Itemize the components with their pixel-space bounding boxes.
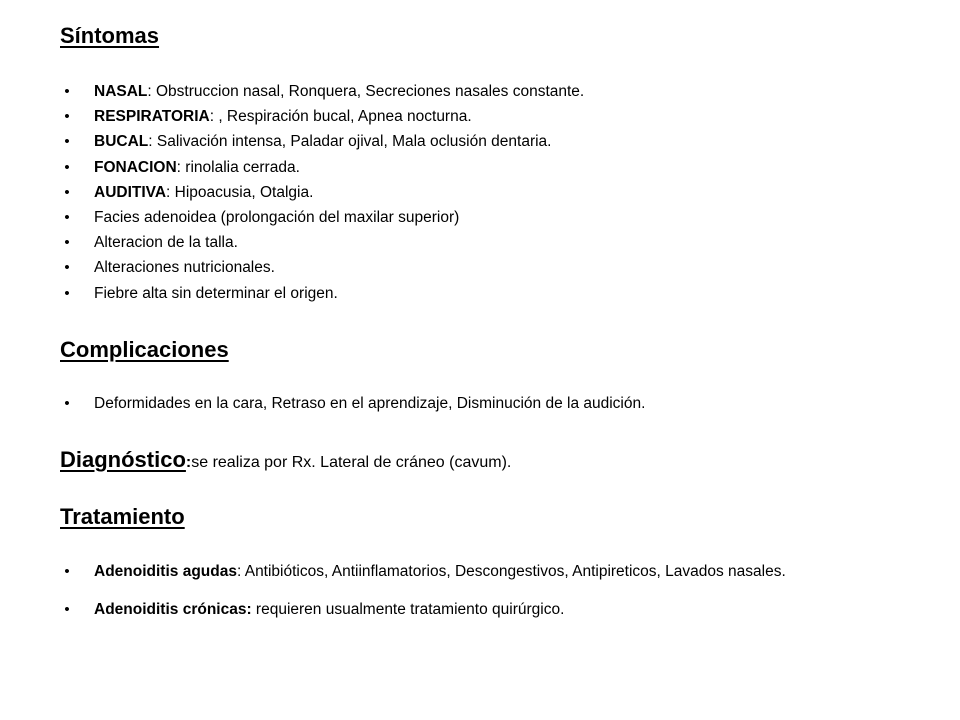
bullet-icon: • [64, 208, 70, 226]
bullet-icon: • [64, 259, 70, 277]
item-text: : , Respiración bucal, Apnea nocturna. [209, 108, 472, 126]
item-label: BUCAL [94, 133, 149, 151]
list-item [60, 82, 900, 102]
bullet-icon: • [64, 284, 70, 302]
diagnostico-title: Diagnóstico [60, 447, 186, 472]
bullet-icon: • [64, 83, 70, 100]
bullet-icon: • [64, 133, 70, 151]
list-item [60, 158, 900, 178]
item-text: : Hipoacusia, Otalgia. [166, 183, 314, 201]
complicaciones-heading: Complicaciones [60, 337, 229, 362]
item-label: FONACION [94, 158, 177, 176]
sintomas-list [60, 82, 900, 309]
item-text: requieren usualmente tratamiento quirúrgico. [251, 601, 565, 618]
list-item [60, 208, 900, 228]
diagnostico-colon: : [185, 454, 192, 471]
list-item [60, 284, 900, 304]
item-label: Adenoiditis agudas [94, 563, 237, 580]
bullet-icon: • [64, 183, 70, 201]
diagnostico-text: se realiza por Rx. Lateral de cráneo (cavum). [191, 454, 512, 471]
item-label: RESPIRATORIA [94, 108, 210, 126]
item-text: Alteracion de la talla. [94, 234, 238, 252]
list-item [60, 562, 900, 582]
item-text: Facies adenoidea (prolongación del maxilar superior) [94, 208, 460, 226]
item-text: Deformidades en la cara, Retraso en el aprendizaje, Disminución de la audición. [94, 395, 646, 412]
list-item [60, 258, 900, 278]
item-text: : rinolalia cerrada. [176, 158, 300, 176]
item-label: Adenoiditis crónicas: [94, 601, 252, 618]
list-item [60, 183, 900, 203]
diagnostico-heading [60, 446, 511, 477]
item-text: : Salivación intensa, Paladar ojival, Mala oclusión dentaria. [148, 133, 552, 151]
list-item [60, 394, 900, 414]
complicaciones-list [60, 394, 900, 419]
bullet-icon: • [64, 601, 70, 618]
item-text: Alteraciones nutricionales. [94, 259, 275, 277]
item-text: : Obstruccion nasal, Ronquera, Secreciones nasales constante. [147, 83, 585, 100]
tratamiento-list [60, 562, 900, 625]
list-item [60, 107, 900, 127]
bullet-icon: • [64, 234, 70, 252]
bullet-icon: • [64, 158, 70, 176]
item-text: : Antibióticos, Antiinflamatorios, Descongestivos, Antipireticos, Lavados nasales. [236, 563, 786, 580]
item-label: AUDITIVA [94, 183, 167, 201]
bullet-icon: • [64, 108, 70, 126]
list-item [60, 600, 900, 620]
item-text: Fiebre alta sin determinar el origen. [94, 284, 338, 302]
list-item [60, 233, 900, 253]
tratamiento-heading: Tratamiento [60, 504, 185, 529]
list-item [60, 132, 900, 152]
bullet-icon: • [64, 563, 70, 580]
sintomas-heading: Síntomas [60, 23, 160, 48]
bullet-icon: • [64, 395, 70, 412]
item-label: NASAL [94, 83, 148, 100]
